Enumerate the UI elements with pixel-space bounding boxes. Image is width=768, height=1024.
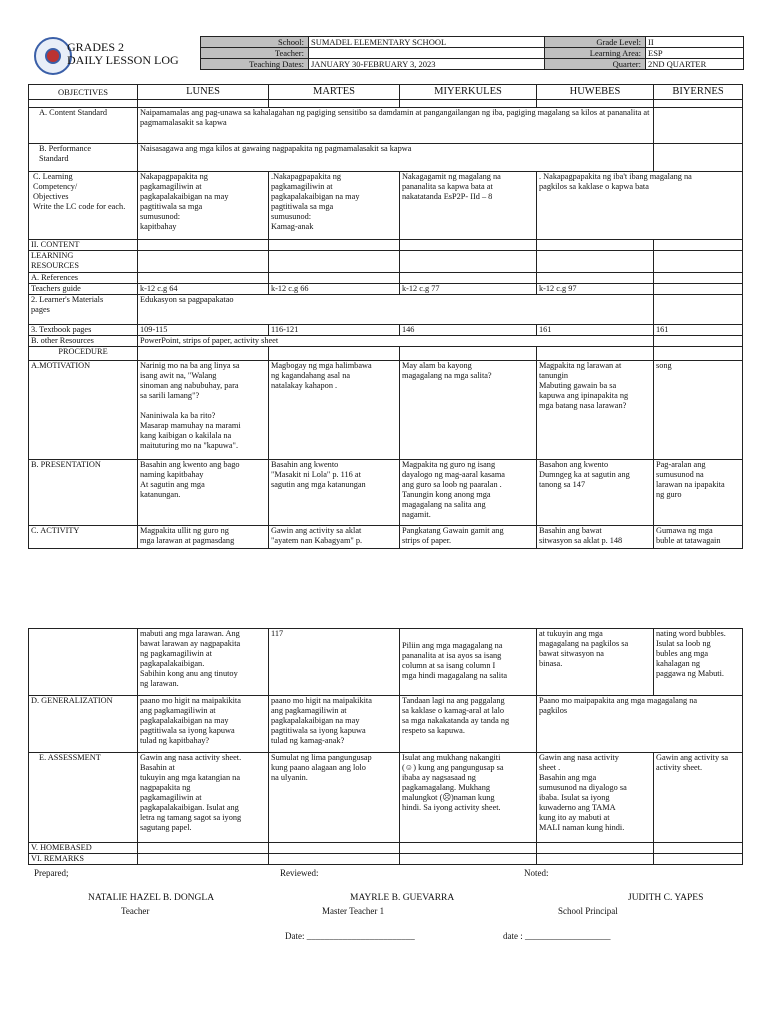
teachers-guide-label: Teachers guide	[29, 284, 138, 295]
textbook-pages-huwebes: 161	[537, 325, 654, 336]
competency-lunes: Nakapagpapakita ng pagkamagiliwin at pagkapalakaibigan na may pagtitiwala sa mga sumusunod: kapitbahay	[138, 172, 269, 240]
teachers-guide-huwebes: k-12 c.g 97	[537, 284, 654, 295]
header-info-table	[200, 36, 744, 70]
master-teacher-role: Master Teacher 1	[322, 906, 385, 916]
activity-label: C. ACTIVITY	[29, 526, 138, 549]
learners-materials-value: Edukasyon sa pagpapakatao	[138, 295, 654, 325]
day-header-biyernes: BIYERNES	[654, 85, 743, 100]
generalization-lunes: paano mo higit na maipakikita ang pagkamagiliwin at pagkapalakaibigan na may pagtitiwala sa iyong kapuwa tulad ng kapitbahay?	[138, 696, 269, 753]
content-section-label: II. CONTENT	[29, 240, 138, 251]
activity-huwebes: Basahin ang bawat sitwasyon sa aklat p. 148	[537, 526, 654, 549]
presentation-biyernes: Pag-aralan ang sumusunod na larawan na ipapakita ng guro	[654, 460, 743, 526]
date-line-1: Date: ________________________	[285, 931, 415, 941]
content-standard-value: Naipamamalas ang pag-unawa sa kahalagahan ng pagiging sensitibo sa damdamin at pangangailangan ng iba, pagiging magalang sa kilos at pananalita at pagmamalasakit sa kapwa	[138, 108, 654, 144]
motivation-martes: Magbogay ng mga halimbawa ng kagandahang asal na natalakay kahapon .	[269, 361, 400, 460]
day-header-martes: MARTES	[269, 85, 400, 100]
learners-materials-label: 2. Learner's Materials pages	[29, 295, 138, 325]
activity-lunes: Magpakita ullit ng guro ng mga larawan at pagmasdang	[138, 526, 269, 549]
assessment-huwebes: Gawin ang nasa activity sheet . Basahin ang mga sumusunod na diyalogo sa ibaba. Isulat sa iyong kuwaderno ang TAMA kung ito ay mabuti at MALI naman kung hindi.	[537, 753, 654, 843]
noted-label: Noted:	[524, 868, 549, 878]
prepared-label: Prepared;	[34, 868, 69, 878]
textbook-pages-miyerkules: 146	[400, 325, 537, 336]
references-label: A. References	[29, 273, 138, 284]
date-line-2: date : ___________________	[503, 931, 611, 941]
day-header-lunes: LUNES	[138, 85, 269, 100]
doc-title	[67, 41, 179, 67]
textbook-pages-label: 3. Textbook pages	[29, 325, 138, 336]
day-header-huwebes: HUWEBES	[537, 85, 654, 100]
area-label: Learning Area:	[545, 48, 646, 59]
teacher-value	[309, 48, 545, 59]
generalization-label: D. GENERALIZATION	[29, 696, 138, 753]
principal-name: JUDITH C. YAPES	[628, 893, 704, 903]
other-resources-value: PowerPoint, strips of paper, activity sheet	[138, 336, 654, 347]
motivation-biyernes: song	[654, 361, 743, 460]
teachers-guide-miyerkules: k-12 c.g 77	[400, 284, 537, 295]
dates-label: Teaching Dates:	[201, 59, 309, 70]
grade-value: II	[646, 37, 744, 48]
assessment-lunes: Gawin ang nasa activity sheet. Basahin at tukuyin ang mga katangian na nagpapakita ng pagkamagiliwin at pagkapalakaibigan. Isulat ang letra ng tamang sagot sa iyong sagutang papel.	[138, 753, 269, 843]
presentation-label: B. PRESENTATION	[29, 460, 138, 526]
master-teacher-name: MAYRLE B. GUEVARRA	[350, 893, 455, 903]
teacher-role: Teacher	[121, 906, 150, 916]
teacher-name: NATALIE HAZEL B. DONGLA	[88, 893, 215, 903]
motivation-lunes: Narinig mo na ba ang linya sa isang awit na, "Walang sinoman ang nabubuhay, para sa sarili lamang"? Naniniwala ka ba rito? Masarap mamuhay na marami kang kaibigan o kakilala na maituturing mo na "kapuwa".	[138, 361, 269, 460]
competency-miyerkules: Nakagagamit ng magalang na pananalita sa kapwa bata at nakatatanda EsP2P- IId – 8	[400, 172, 537, 240]
presentation-lunes: Basahin ang kwento ang bago naming kapitbahay At sagutin ang mga katanungan.	[138, 460, 269, 526]
doc-title-line2: DAILY LESSON LOG	[67, 53, 179, 67]
activity-cont-lunes: mabuti ang mga larawan. Ang bawat larawan ay nagpapakita ng pagkamagiliwin at pagkapalakaibigan. Sabihin kong anu ang tinutoy ng larawan.	[138, 629, 269, 696]
quarter-label: Quarter:	[545, 59, 646, 70]
doc-title-line1: GRADES 2	[67, 40, 125, 54]
lesson-log-table	[28, 84, 743, 549]
homebased-label: V. HOMEBASED	[29, 843, 138, 854]
procedure-label: PROCEDURE	[29, 347, 138, 361]
generalization-martes: paano mo higit na maipakikita ang pagkamagiliwin at pagkapalakaibigan na may pagtitiwala sa iyong kapuwa tulad ng kamag-anak?	[269, 696, 400, 753]
competency-martes: .Nakapagpapakita ng pagkamagiliwin at pagkapalakaibigan na may pagtitiwala sa mga sumusunod: Kamag-anak	[269, 172, 400, 240]
competency-label: C. Learning Competency/ Objectives Write the LC code for each.	[29, 172, 138, 240]
reviewed-label: Reviewed:	[280, 868, 319, 878]
activity-cont-huwebes: at tukuyin ang mga magagalang na pagkilos sa bawat sitwasyon na binasa.	[537, 629, 654, 696]
dates-value: JANUARY 30-FEBRUARY 3, 2023	[309, 59, 545, 70]
motivation-label: A.MOTIVATION	[29, 361, 138, 460]
generalization-huwebes-biyernes: Paano mo maipapakita ang mga magagalang na pagkilos	[537, 696, 743, 753]
activity-martes: Gawin ang activity sa aklat "ayatem nan Kabagyam" p.	[269, 526, 400, 549]
activity-cont-biyernes: nating word bubbles. Isulat sa loob ng bubles ang mga kahalagan ng paggawa ng Mabuti.	[654, 629, 743, 696]
activity-biyernes: Gumawa ng mga buble at tatawagain	[654, 526, 743, 549]
assessment-martes: Sumulat ng lima pangungusap kung paano alagaan ang lolo na ulyanin.	[269, 753, 400, 843]
activity-miyerkules: Pangkatang Gawain gamit ang strips of paper.	[400, 526, 537, 549]
textbook-pages-martes: 116-121	[269, 325, 400, 336]
teacher-label: Teacher:	[201, 48, 309, 59]
content-standard-label: A. Content Standard	[29, 108, 138, 144]
assessment-miyerkules: Isulat ang mukhang nakangiti (☺) kung ang pangungusap sa ibaba ay nagsasaad ng pagkamagalang. Mukhang malungkot (☹)naman kung hindi. Sa iyong activity sheet.	[400, 753, 537, 843]
learning-resources-label: LEARNING RESOURCES	[29, 251, 138, 273]
activity-cont-miyerkules: Piliin ang mga magagalang na pananalita at isa ayos sa isang column at sa isang column I mga hindi magagalang na salita	[400, 629, 537, 696]
grade-label: Grade Level:	[545, 37, 646, 48]
quarter-value: 2ND QUARTER	[646, 59, 744, 70]
presentation-miyerkules: Magpakita ng guro ng isang dayalogo ng mag-aaral kasama ang guro sa loob ng paaralan . Tanungin kong anong mga magagalang na salita ang nagamit.	[400, 460, 537, 526]
principal-role: School Principal	[558, 906, 618, 916]
lesson-log-table-continued	[28, 628, 743, 865]
performance-standard-label: B. Performance Standard	[29, 144, 138, 172]
motivation-miyerkules: May alam ba kayong magagalang na mga salita?	[400, 361, 537, 460]
textbook-pages-biyernes: 161	[654, 325, 743, 336]
activity-cont-martes: 117	[269, 629, 400, 696]
textbook-pages-lunes: 109-115	[138, 325, 269, 336]
performance-standard-value: Naisasagawa ang mga kilos at gawaing nagpapakita ng pagmamalasakit sa kapwa	[138, 144, 654, 172]
area-value: ESP	[646, 48, 744, 59]
assessment-label: E. ASSESSMENT	[29, 753, 138, 843]
competency-huwebes-biyernes: . Nakapagpapakita ng iba't ibang magalang na pagkilos sa kaklase o kapwa bata	[537, 172, 743, 240]
presentation-martes: Basahin ang kwento "Masakit ni Lola" p. 116 at sagutin ang mga katanungan	[269, 460, 400, 526]
teachers-guide-martes: k-12 c.g 66	[269, 284, 400, 295]
generalization-miyerkules: Tandaan lagi na ang paggalang sa kaklase o kamag-aral at lalo sa mga nakakatanda ay tanda ng respeto sa kapuwa.	[400, 696, 537, 753]
assessment-biyernes: Gawin ang activity sa activity sheet.	[654, 753, 743, 843]
presentation-huwebes: Basahon ang kwento Dumngeg ka at sagutin ang tanong sa 147	[537, 460, 654, 526]
day-header-miyerkules: MIYERKULES	[400, 85, 537, 100]
school-value: SUMADEL ELEMENTARY SCHOOL	[309, 37, 545, 48]
other-resources-label: B. other Resources	[29, 336, 138, 347]
school-label: School:	[201, 37, 309, 48]
objectives-header: OBJECTIVES	[29, 85, 138, 100]
motivation-huwebes: Magpakita ng larawan at tanungin Mabuting gawain ba sa kapuwa ang ipinapakita ng mga batang nasa larawan?	[537, 361, 654, 460]
teachers-guide-lunes: k-12 c.g 64	[138, 284, 269, 295]
remarks-label: VI. REMARKS	[29, 854, 138, 865]
